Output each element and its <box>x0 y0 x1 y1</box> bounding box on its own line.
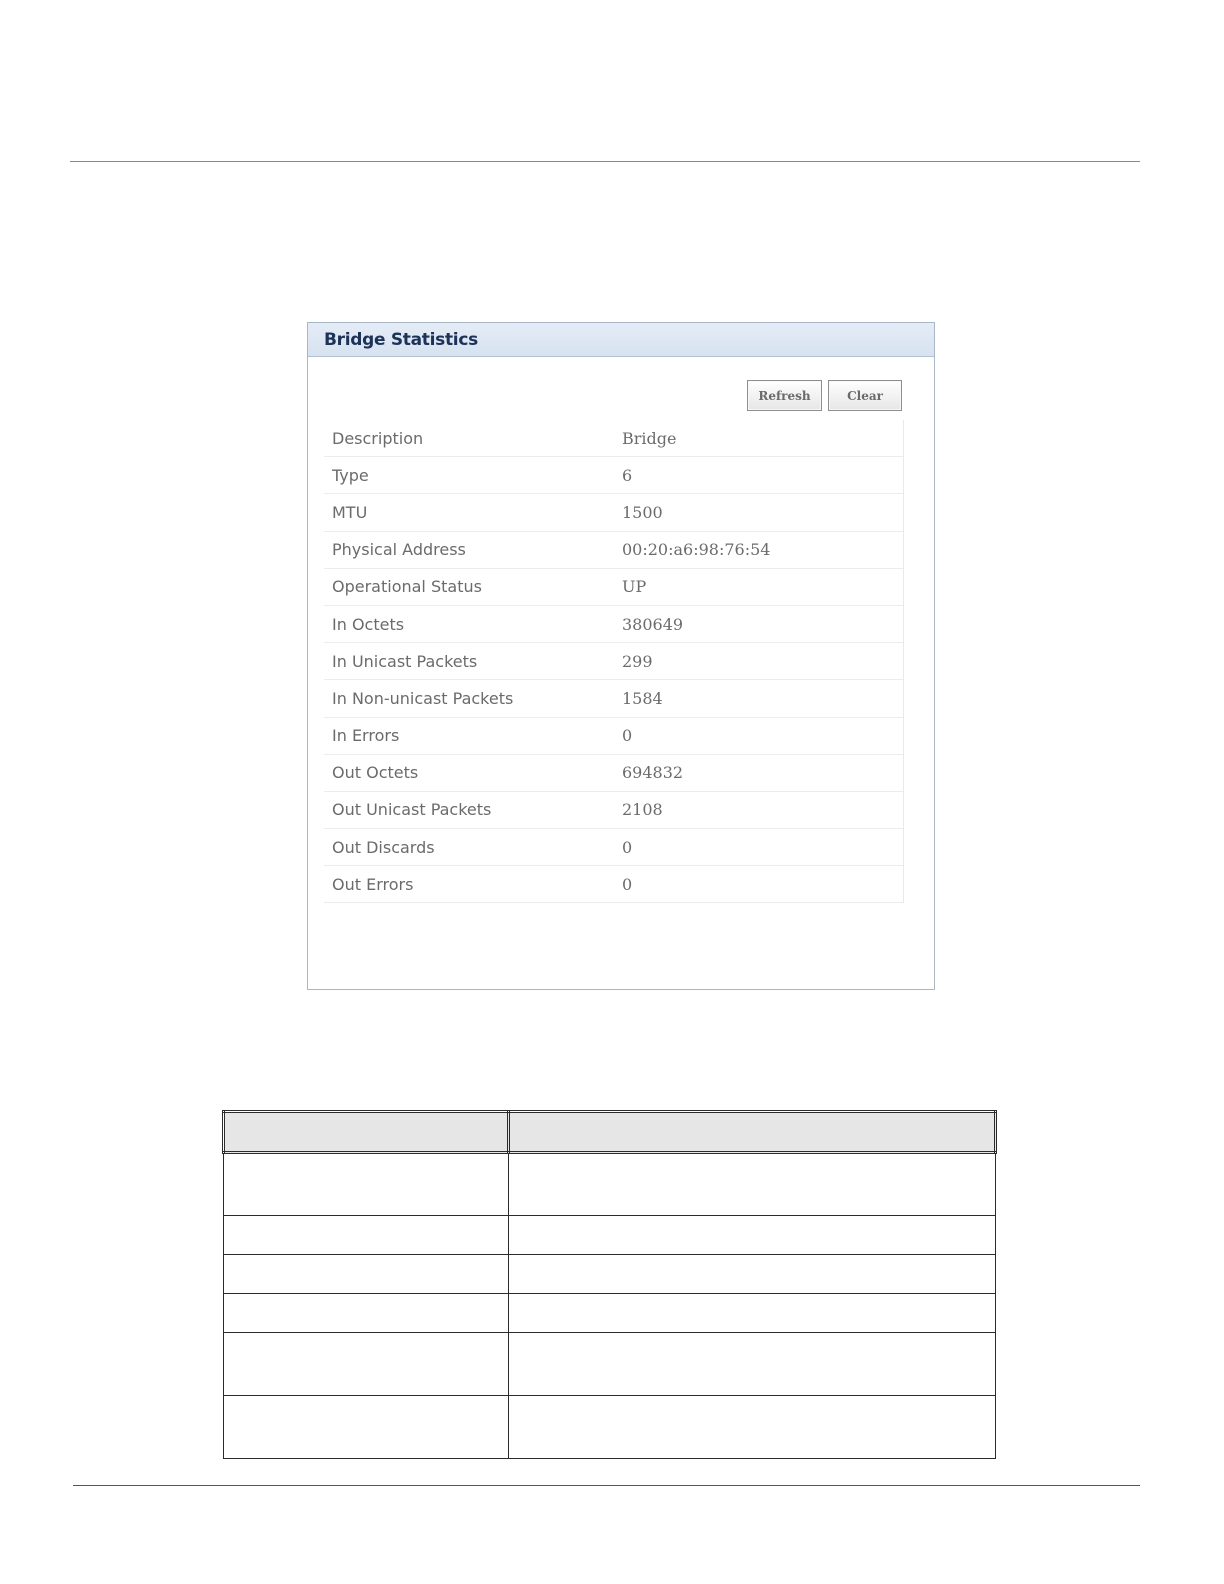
table-row <box>324 457 903 494</box>
row-label: Out Octets <box>332 763 419 783</box>
reference-table <box>222 1110 997 1459</box>
top-divider <box>70 161 1140 162</box>
header-cell <box>509 1112 996 1153</box>
table-cell <box>509 1153 996 1216</box>
panel-toolbar <box>747 380 902 411</box>
row-label: Operational Status <box>332 577 482 597</box>
row-value: 1584 <box>622 688 663 708</box>
table-cell <box>509 1255 996 1294</box>
statistics-table <box>324 420 904 903</box>
row-label: Type <box>332 465 369 485</box>
row-value: 0 <box>622 837 633 857</box>
table-row <box>324 643 903 680</box>
row-label: MTU <box>332 502 368 522</box>
row-value: 694832 <box>622 763 684 783</box>
row-value: 0 <box>622 874 633 894</box>
row-value: 2108 <box>622 800 663 820</box>
table-row <box>324 680 903 717</box>
table-row <box>224 1216 996 1255</box>
reference-table-header <box>224 1112 996 1153</box>
row-label: In Octets <box>332 614 405 634</box>
table-cell <box>509 1294 996 1333</box>
row-value: UP <box>622 577 647 597</box>
row-label: In Unicast Packets <box>332 651 478 671</box>
table-row <box>224 1396 996 1459</box>
panel-header <box>308 323 934 357</box>
table-cell <box>224 1216 509 1255</box>
table-row <box>224 1294 996 1333</box>
row-label: Out Unicast Packets <box>332 800 492 820</box>
row-value: 380649 <box>622 614 684 634</box>
table-cell <box>224 1255 509 1294</box>
row-value: Bridge <box>622 428 677 448</box>
row-value: 299 <box>622 651 653 671</box>
table-row <box>224 1333 996 1396</box>
table-row <box>324 866 903 903</box>
header-cell <box>224 1112 509 1153</box>
table-row <box>324 792 903 829</box>
row-value: 00:20:a6:98:76:54 <box>622 540 771 560</box>
table-cell <box>509 1396 996 1459</box>
table-row <box>324 755 903 792</box>
table-row <box>324 494 903 531</box>
table-row <box>324 829 903 866</box>
row-label: Out Discards <box>332 837 435 857</box>
bottom-divider <box>73 1485 1140 1486</box>
table-row <box>324 718 903 755</box>
row-label: Out Errors <box>332 874 414 894</box>
table-cell <box>509 1333 996 1396</box>
table-cell <box>224 1153 509 1216</box>
table-cell <box>224 1333 509 1396</box>
panel-title: Bridge Statistics <box>324 329 478 350</box>
table-cell <box>509 1216 996 1255</box>
clear-button[interactable]: Clear <box>828 380 902 411</box>
refresh-button[interactable]: Refresh <box>747 380 822 411</box>
row-value: 1500 <box>622 502 663 522</box>
table-row <box>324 606 903 643</box>
row-label: In Errors <box>332 726 400 746</box>
table-cell <box>224 1294 509 1333</box>
row-value: 6 <box>622 465 633 485</box>
row-label: Description <box>332 428 424 448</box>
bridge-statistics-panel <box>307 322 935 990</box>
table-row <box>224 1255 996 1294</box>
row-label: Physical Address <box>332 540 466 560</box>
table-row <box>324 532 903 569</box>
table-row <box>324 569 903 606</box>
row-value: 0 <box>622 726 633 746</box>
table-row <box>324 420 903 457</box>
table-row <box>224 1153 996 1216</box>
row-label: In Non-unicast Packets <box>332 688 514 708</box>
table-cell <box>224 1396 509 1459</box>
